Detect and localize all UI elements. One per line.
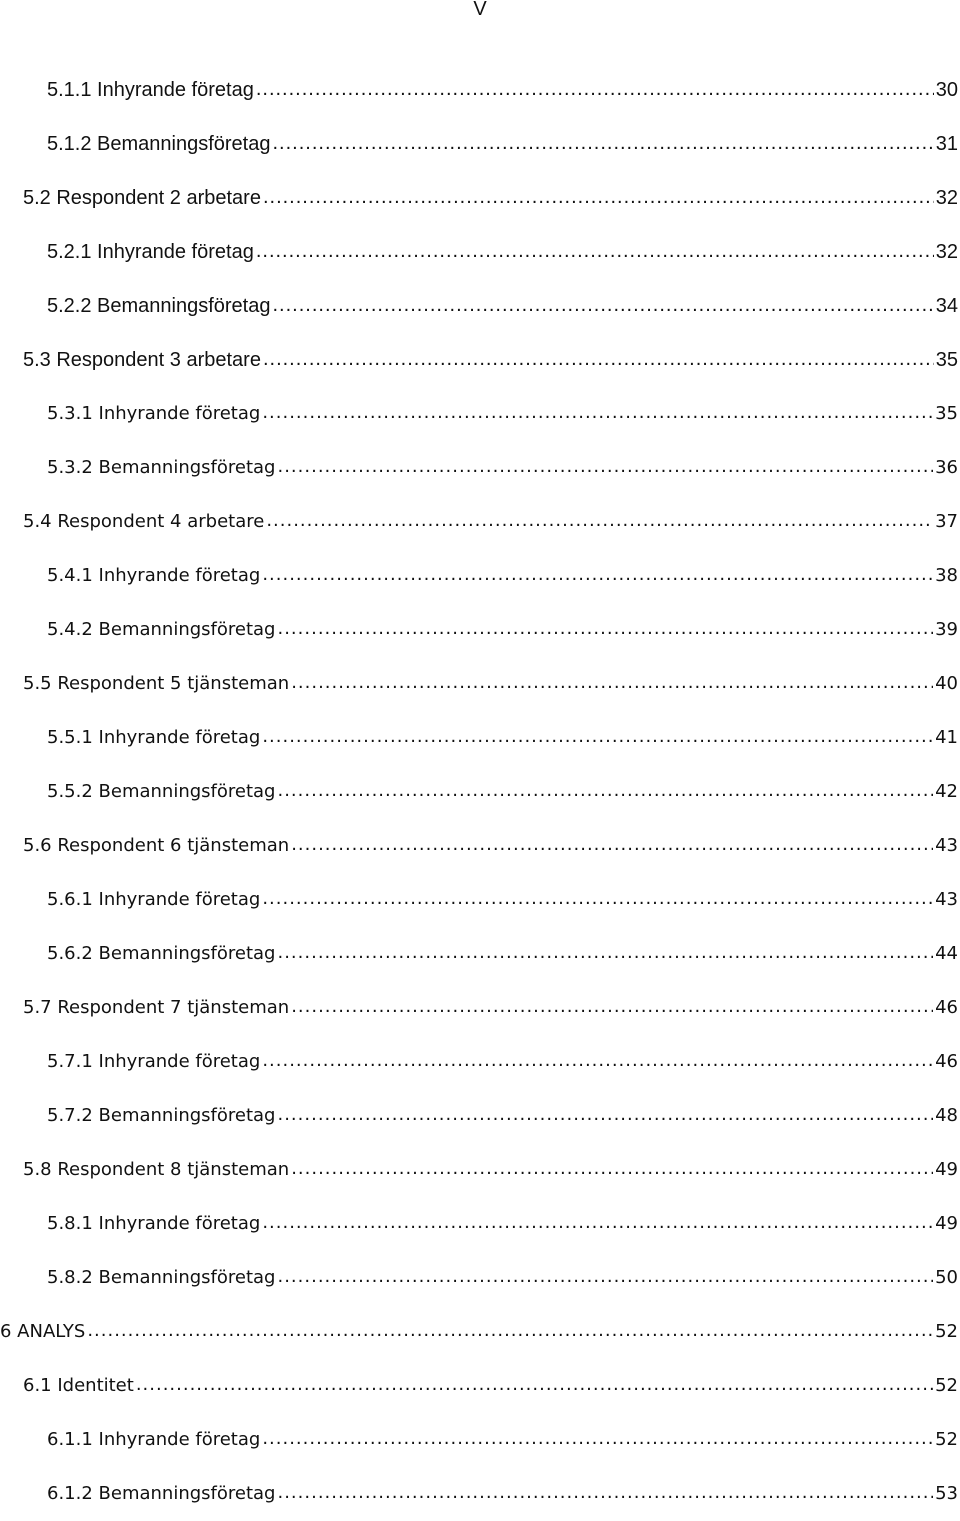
- toc-dot-leader: [277, 616, 933, 642]
- toc-entry-title: 5.6.1 Inhyrande företag: [47, 889, 261, 910]
- toc-entry-page: 50: [935, 1267, 958, 1288]
- toc-entry-title: 5.5 Respondent 5 tjänsteman: [23, 673, 290, 694]
- toc-entry[interactable]: [0, 873, 960, 927]
- toc-entry[interactable]: [0, 63, 960, 117]
- toc-dot-leader: [262, 1426, 933, 1452]
- toc-entry-page: 39: [935, 619, 958, 640]
- toc-entry-title: 6.1.1 Inhyrande företag: [47, 1429, 261, 1450]
- toc-entry-title: 5.3.2 Bemanningsföretag: [47, 457, 276, 478]
- toc-entry-page: 53: [935, 1483, 958, 1504]
- toc-entry-page: 34: [935, 295, 958, 317]
- toc-entry-page: 41: [935, 727, 958, 748]
- toc-entry[interactable]: [0, 333, 960, 387]
- toc-entry-page: 36: [935, 457, 958, 478]
- toc-dot-leader: [256, 76, 934, 102]
- toc-dot-leader: [263, 346, 934, 372]
- toc-entry-page: 38: [935, 565, 958, 586]
- toc-entry[interactable]: [0, 819, 960, 873]
- toc-entry-page: 43: [935, 889, 958, 910]
- toc-entry-page: 32: [935, 187, 958, 209]
- toc-dot-leader: [262, 886, 933, 912]
- toc-entry-page: 49: [935, 1159, 958, 1180]
- toc-entry[interactable]: [0, 1143, 960, 1197]
- toc-dot-leader: [277, 940, 933, 966]
- toc-entry-title: 5.4.1 Inhyrande företag: [47, 565, 261, 586]
- toc-dot-leader: [277, 1480, 933, 1506]
- toc-entry-title: 5.1.1 Inhyrande företag: [47, 79, 254, 101]
- toc-entry[interactable]: [0, 981, 960, 1035]
- toc-entry[interactable]: [0, 1197, 960, 1251]
- toc-dot-leader: [266, 508, 933, 534]
- toc-dot-leader: [87, 1318, 933, 1344]
- toc-entry-title: 5.2.2 Bemanningsföretag: [47, 295, 271, 317]
- toc-dot-leader: [262, 562, 933, 588]
- toc-dot-leader: [262, 1210, 933, 1236]
- toc-dot-leader: [291, 994, 933, 1020]
- toc-entry[interactable]: [0, 711, 960, 765]
- toc-entry[interactable]: [0, 225, 960, 279]
- toc-entry-title: 5.8 Respondent 8 tjänsteman: [23, 1159, 290, 1180]
- toc-dot-leader: [263, 184, 934, 210]
- toc-entry-page: 35: [935, 403, 958, 424]
- toc-entry-title: 5.3.1 Inhyrande företag: [47, 403, 261, 424]
- toc-entry-title: 6.1 Identitet: [23, 1375, 134, 1396]
- toc-dot-leader: [262, 724, 933, 750]
- toc-entry-page: 35: [935, 349, 958, 371]
- toc-entry-title: 5.3 Respondent 3 arbetare: [23, 349, 261, 371]
- toc-entry-title: 5.7 Respondent 7 tjänsteman: [23, 997, 290, 1018]
- toc-entry-title: 5.2.1 Inhyrande företag: [47, 241, 254, 263]
- toc-entry-page: 43: [935, 835, 958, 856]
- toc-entry[interactable]: [0, 657, 960, 711]
- page-number: V: [473, 0, 487, 20]
- toc-entry-page: 31: [935, 133, 958, 155]
- toc-entry[interactable]: [0, 1413, 960, 1467]
- toc-entry-page: 52: [935, 1321, 958, 1342]
- toc-entry-page: 42: [935, 781, 958, 802]
- toc-entry-title: 5.5.2 Bemanningsföretag: [47, 781, 276, 802]
- toc-entry-title: 5.4.2 Bemanningsföretag: [47, 619, 276, 640]
- toc-entry-page: 44: [935, 943, 958, 964]
- toc-dot-leader: [291, 670, 933, 696]
- toc-entry[interactable]: [0, 171, 960, 225]
- toc-entry-title: 5.4 Respondent 4 arbetare: [23, 511, 265, 532]
- toc-entry-page: 37: [935, 511, 958, 532]
- toc-entry[interactable]: [0, 549, 960, 603]
- toc-entry[interactable]: [0, 117, 960, 171]
- toc-entry[interactable]: [0, 1035, 960, 1089]
- toc-entry[interactable]: [0, 927, 960, 981]
- toc-dot-leader: [277, 778, 933, 804]
- toc-entry[interactable]: [0, 387, 960, 441]
- toc-dot-leader: [136, 1372, 933, 1398]
- toc-entry-page: 46: [935, 997, 958, 1018]
- toc-dot-leader: [262, 1048, 933, 1074]
- toc-dot-leader: [291, 1156, 933, 1182]
- toc-dot-leader: [262, 400, 933, 426]
- toc-entry-page: 30: [935, 79, 958, 101]
- toc-entry-title: 5.1.2 Bemanningsföretag: [47, 133, 271, 155]
- toc-entry-page: 32: [935, 241, 958, 263]
- toc-entry[interactable]: [0, 1467, 960, 1521]
- toc-entry-title: 5.5.1 Inhyrande företag: [47, 727, 261, 748]
- toc-entry[interactable]: [0, 279, 960, 333]
- toc-entry[interactable]: [0, 1359, 960, 1413]
- toc-dot-leader: [256, 238, 934, 264]
- toc-entry-title: 5.6 Respondent 6 tjänsteman: [23, 835, 290, 856]
- toc-dot-leader: [277, 1102, 933, 1128]
- toc-entry[interactable]: [0, 1251, 960, 1305]
- toc-dot-leader: [277, 454, 933, 480]
- toc-entry[interactable]: [0, 1089, 960, 1143]
- toc-entry[interactable]: [0, 495, 960, 549]
- toc-entry[interactable]: [0, 765, 960, 819]
- toc-entry-page: 52: [935, 1429, 958, 1450]
- toc-entry-title: 5.8.1 Inhyrande företag: [47, 1213, 261, 1234]
- toc-entry[interactable]: [0, 1305, 960, 1359]
- toc-entry-title: 5.6.2 Bemanningsföretag: [47, 943, 276, 964]
- toc-entry[interactable]: [0, 441, 960, 495]
- toc-entry-page: 46: [935, 1051, 958, 1072]
- toc-dot-leader: [273, 292, 934, 318]
- table-of-contents: [0, 63, 960, 1521]
- toc-entry-title: 5.7.2 Bemanningsföretag: [47, 1105, 276, 1126]
- toc-dot-leader: [291, 832, 933, 858]
- toc-dot-leader: [273, 130, 934, 156]
- toc-entry-page: 40: [935, 673, 958, 694]
- toc-entry-title: 6 ANALYS: [0, 1321, 86, 1342]
- toc-dot-leader: [277, 1264, 933, 1290]
- toc-entry-title: 5.7.1 Inhyrande företag: [47, 1051, 261, 1072]
- toc-entry-page: 52: [935, 1375, 958, 1396]
- toc-entry[interactable]: [0, 603, 960, 657]
- toc-entry-title: 5.2 Respondent 2 arbetare: [23, 187, 261, 209]
- toc-entry-title: 6.1.2 Bemanningsföretag: [47, 1483, 276, 1504]
- toc-entry-page: 48: [935, 1105, 958, 1126]
- toc-entry-page: 49: [935, 1213, 958, 1234]
- toc-entry-title: 5.8.2 Bemanningsföretag: [47, 1267, 276, 1288]
